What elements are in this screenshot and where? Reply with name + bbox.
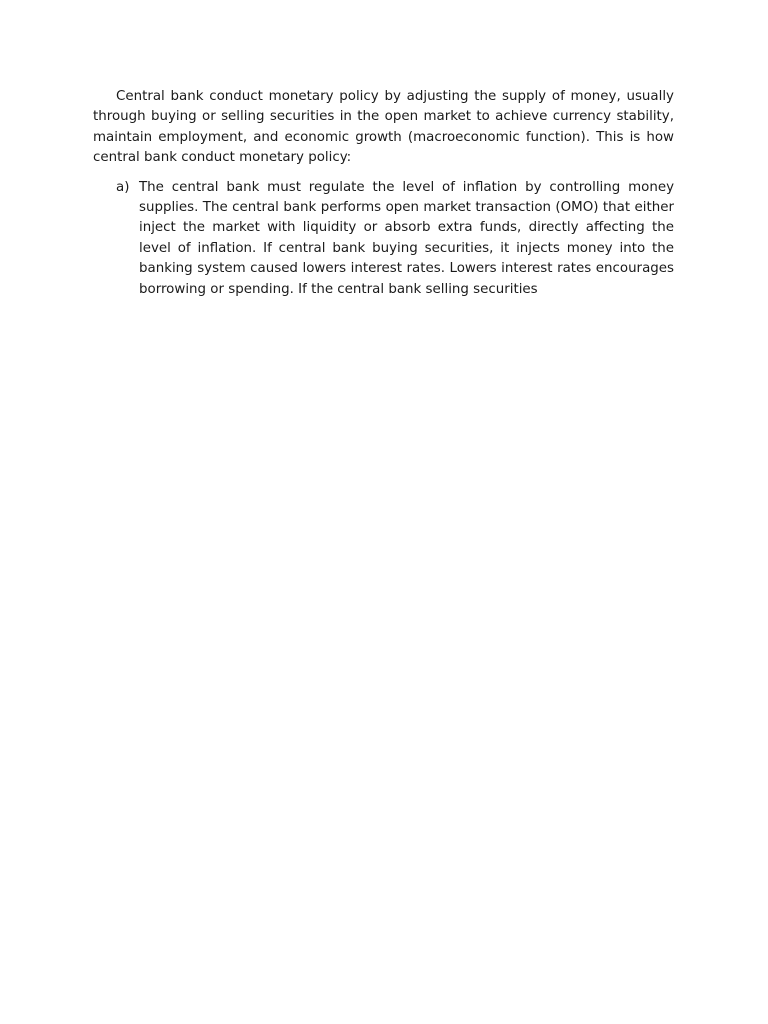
lettered-list (93, 178, 674, 300)
document-body (93, 87, 674, 300)
list-item-text: The central bank must regulate the level of inflation by controlling money supplies. The central bank performs open market transaction (OMO) that either inject the market with liquidity or absorb extra funds, directly affecting the level of inflation. If central bank buying securities, it injects money into the banking system caused lowers interest rates. Lowers interest rates encourages borrowing or spending. If the central bank selling securities (139, 179, 674, 297)
list-item (93, 178, 674, 300)
list-item-marker: a) (116, 179, 130, 195)
intro-paragraph: Central bank conduct monetary policy by adjusting the supply of money, usually through buying or selling securities in the open market to achieve currency stability, maintain employment, and economic growth (macroeconomic function). This is how central bank conduct monetary policy: (93, 89, 674, 166)
